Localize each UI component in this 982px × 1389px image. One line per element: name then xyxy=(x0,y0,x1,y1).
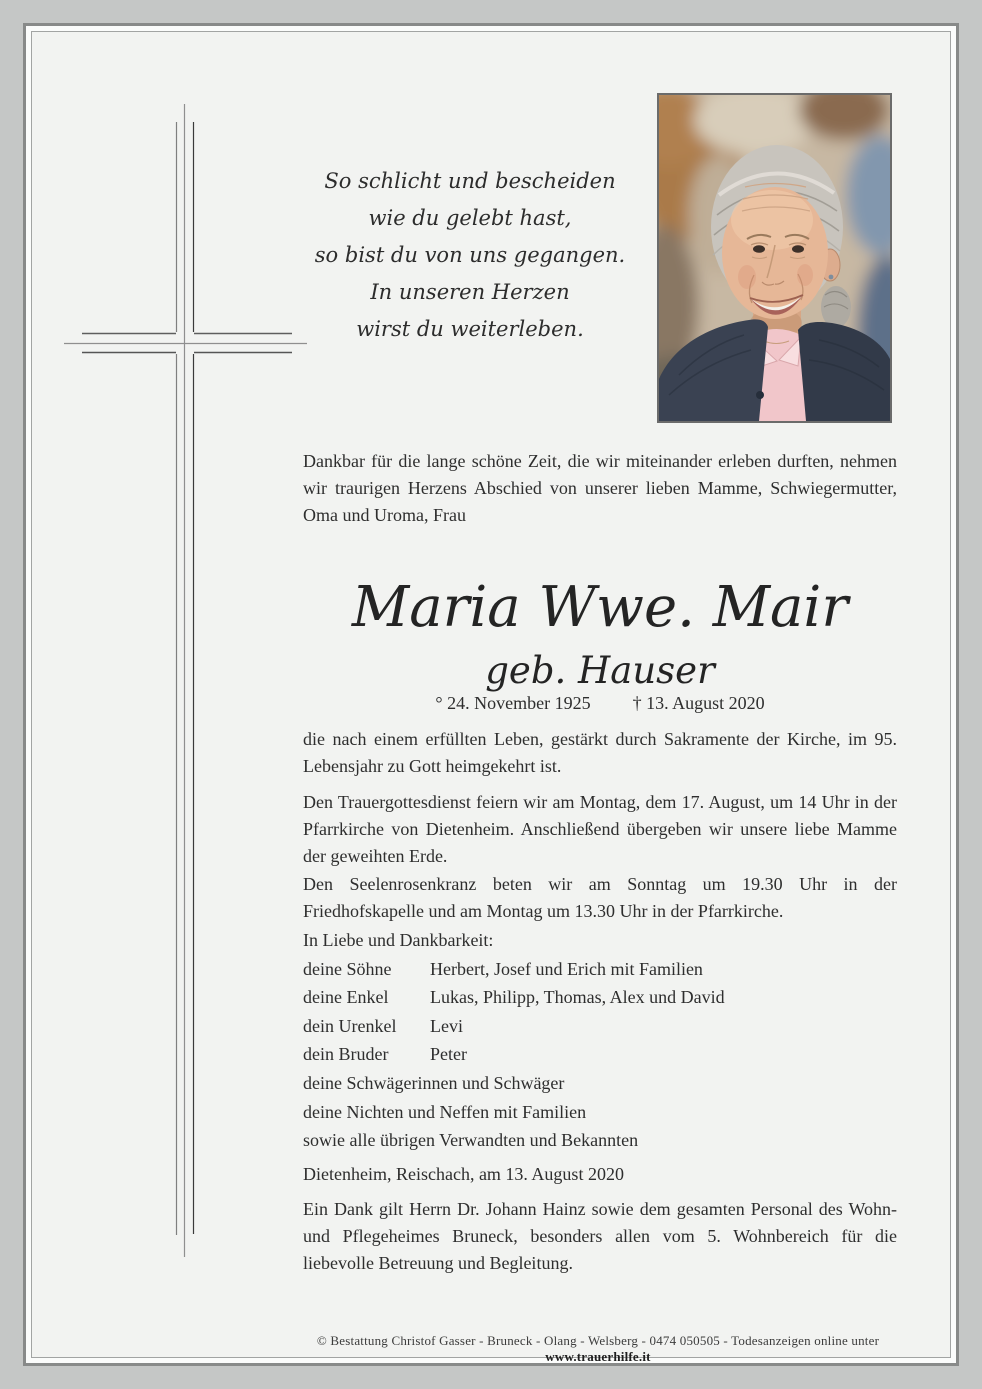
mourner-row xyxy=(303,1098,897,1127)
deceased-name: Maria Wwe. Mair xyxy=(351,574,849,640)
funeral-service-paragraph: Den Trauergottesdienst feiern wir am Montag, dem 17. August, um 14 Uhr in der Pfarrkirche von Dietenheim. Anschließend übergeben wir unsere liebe Mamme der geweihten Erde. xyxy=(303,792,897,866)
funeral-home-footer xyxy=(278,1333,918,1365)
memorial-verse xyxy=(295,163,645,348)
mourner-row xyxy=(303,1040,897,1069)
maiden-name: geb. Hauser xyxy=(485,648,715,692)
birth-date: ° 24. November 1925 xyxy=(435,693,591,713)
mourners-heading: In Liebe und Dankbarkeit: xyxy=(303,930,494,950)
footer-website: www.trauerhilfe.it xyxy=(545,1349,651,1364)
death-date: † 13. August 2020 xyxy=(632,693,765,713)
mourners-list xyxy=(303,926,897,1155)
mourner-names: Peter xyxy=(430,1044,467,1065)
footer-text: © Bestattung Christof Gasser - Bruneck - Olang - Welsberg - 0474 050505 - Todesanzeigen online unter xyxy=(316,1333,880,1348)
mourner-row xyxy=(303,1069,897,1098)
acknowledgement-paragraph: Ein Dank gilt Herrn Dr. Johann Hainz sowie dem gesamten Personal des Wohn- und Pflegeheimes Bruneck, besonders allen vom 5. Wohnbereich für die liebevolle Betreuung und Begleitung. xyxy=(303,1199,897,1273)
mourner-label: deine Schwägerinnen und Schwäger xyxy=(303,1072,565,1093)
mourner-label: sowie alle übrigen Verwandten und Bekannten xyxy=(303,1130,639,1151)
mourner-label: deine Söhne xyxy=(303,958,392,979)
life-dates xyxy=(303,690,897,716)
mourner-names: Herbert, Josef und Erich mit Familien xyxy=(430,958,703,979)
mourner-label: deine Enkel xyxy=(303,987,389,1008)
mourner-names: Lukas, Philipp, Thomas, Alex und David xyxy=(430,987,725,1008)
verse-line: In unseren Herzen xyxy=(370,280,570,304)
passing-paragraph: die nach einem erfüllten Leben, gestärkt durch Sakramente der Kirche, im 95. Lebensjahr zu Gott heimgekehrt ist. xyxy=(303,729,897,776)
mourner-label: deine Nichten und Neffen mit Familien xyxy=(303,1101,587,1122)
intro-paragraph: Dankbar für die lange schöne Zeit, die wir miteinander erleben durften, nehmen wir traurigen Herzens Abschied von unserer lieben Mamme, Schwiegermutter, Oma und Uroma, Frau xyxy=(303,451,897,525)
elderly-woman-portrait-illustration xyxy=(659,95,890,421)
mourner-row xyxy=(303,955,897,984)
rosary-paragraph: Den Seelenrosenkranz beten wir am Sonntag um 19.30 Uhr in der Friedhofskapelle und am Montag um 13.30 Uhr in der Pfarrkirche. xyxy=(303,874,897,921)
verse-line: so bist du von uns gegangen. xyxy=(314,243,626,267)
mourner-row xyxy=(303,1012,897,1041)
place-dateline: Dietenheim, Reischach, am 13. August 2020 xyxy=(303,1164,624,1184)
verse-line: So schlicht und bescheiden xyxy=(324,169,616,193)
verse-line: wie du gelebt hast, xyxy=(368,206,572,230)
portrait-photo xyxy=(657,93,892,423)
mourner-row xyxy=(303,983,897,1012)
mourner-label: dein Bruder xyxy=(303,1044,389,1065)
verse-line: wirst du weiterleben. xyxy=(356,317,584,341)
mourner-names: Levi xyxy=(430,1015,463,1036)
mourner-label: dein Urenkel xyxy=(303,1015,397,1036)
mourner-row xyxy=(303,1126,897,1155)
